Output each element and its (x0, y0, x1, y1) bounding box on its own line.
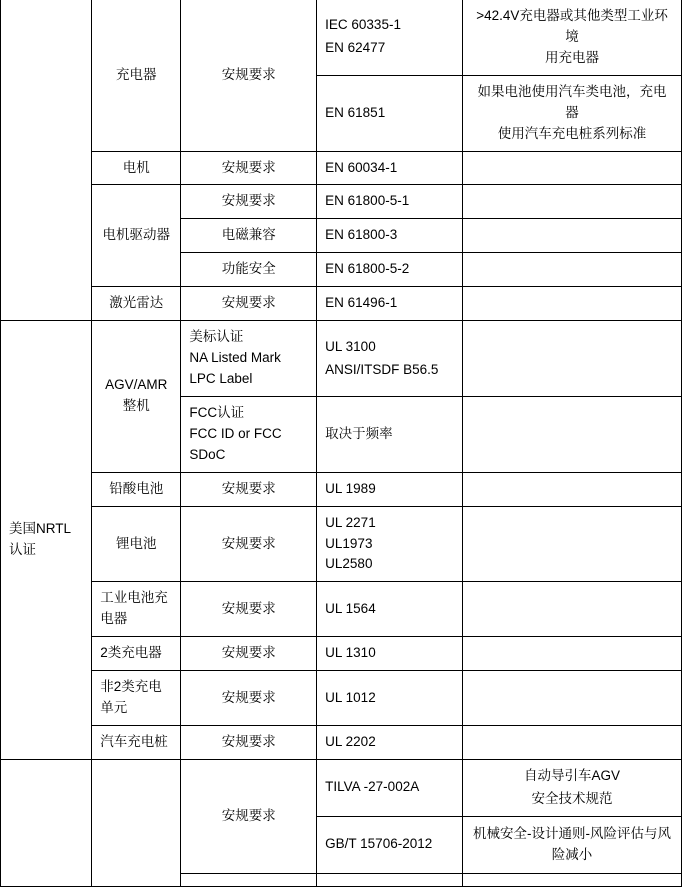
standard-cell (317, 321, 463, 397)
requirement-type-cell-empty (181, 873, 317, 886)
requirement-type-label: 安规要求 (221, 600, 276, 616)
requirement-type-label: 安规要求 (221, 535, 276, 551)
standard-line: EN 61800-5-1 (325, 193, 410, 209)
standard-line: IEC 60335-1 (325, 17, 401, 33)
item-label: AGV/AMR整机 (105, 377, 168, 414)
requirement-type-cell (181, 637, 317, 671)
requirement-type-cell (181, 759, 317, 873)
requirement-type-line: LPC Label (189, 370, 253, 386)
requirement-type-label: 安规要求 (221, 295, 276, 311)
table-row (1, 671, 682, 726)
note-cell (463, 816, 682, 873)
standard-cell (317, 472, 463, 506)
note-cell-empty (463, 287, 682, 321)
standard-line: 取决于频率 (325, 425, 393, 441)
standard-cell (317, 185, 463, 219)
note-line: >42.4V充电器或其他类型工业环境 (476, 8, 668, 44)
note-cell-empty (463, 396, 682, 472)
note-line: 险减小 (551, 846, 593, 862)
requirement-type-label: 安规要求 (221, 480, 276, 496)
region-cell (1, 321, 92, 760)
item-cell (92, 472, 181, 506)
requirement-type-cell (181, 219, 317, 253)
standard-cell (317, 396, 463, 472)
requirement-type-line: FCC ID or FCC SDoC (189, 425, 282, 462)
requirement-type-label: 功能安全 (221, 261, 276, 277)
standard-cell (317, 725, 463, 759)
region-cell-empty (1, 0, 92, 321)
requirement-type-cell (181, 396, 317, 472)
item-label: 电机 (122, 159, 150, 175)
requirement-type-line: NA Listed Mark (189, 350, 281, 366)
table-row (1, 151, 682, 185)
standard-line: EN 62477 (325, 40, 386, 56)
requirement-type-cell (181, 0, 317, 151)
table-row (1, 582, 682, 637)
table-row (1, 287, 682, 321)
note-line: 自动导引车AGV (524, 767, 621, 783)
requirement-type-line: 美标认证 (189, 329, 244, 345)
region-label: 美国NRTL认证 (9, 521, 72, 558)
note-cell-empty (463, 219, 682, 253)
standard-cell (317, 506, 463, 582)
item-label: 非2类充电单元 (100, 679, 162, 716)
standard-cell (317, 151, 463, 185)
item-label: 铅酸电池 (109, 480, 164, 496)
requirement-type-cell (181, 472, 317, 506)
note-cell-empty (463, 637, 682, 671)
standard-cell (317, 75, 463, 151)
note-line: 用充电器 (545, 49, 600, 65)
standard-cell (317, 582, 463, 637)
table-row (1, 0, 682, 75)
standard-cell (317, 253, 463, 287)
item-cell (92, 321, 181, 473)
note-cell-empty (463, 725, 682, 759)
note-cell-empty (463, 253, 682, 287)
item-cell (92, 637, 181, 671)
note-line: 如果电池使用汽车类电池，充电器 (477, 83, 667, 120)
standard-line: EN 61800-3 (325, 227, 398, 243)
standard-line: UL2580 (325, 556, 373, 572)
requirement-type-cell (181, 671, 317, 726)
standard-line: ANSI/ITSDF B56.5 (325, 361, 439, 377)
table-row (1, 506, 682, 582)
requirement-type-cell (181, 321, 317, 397)
table-row (1, 185, 682, 219)
region-cell-empty (1, 759, 92, 886)
note-cell-empty (463, 185, 682, 219)
standard-line: UL 1012 (325, 689, 376, 705)
requirement-type-label: 安规要求 (221, 66, 276, 82)
requirement-type-cell (181, 151, 317, 185)
note-cell-empty (463, 151, 682, 185)
standard-line: UL 1310 (325, 645, 376, 661)
requirement-type-cell (181, 506, 317, 582)
table-row (1, 725, 682, 759)
item-label: 充电器 (116, 66, 157, 82)
requirement-type-cell (181, 725, 317, 759)
note-cell (463, 75, 682, 151)
requirement-type-label: 安规要求 (221, 733, 276, 749)
item-cell (92, 151, 181, 185)
note-cell-empty (463, 582, 682, 637)
standard-cell (317, 219, 463, 253)
standard-line: UL 1564 (325, 600, 376, 616)
standard-cell (317, 671, 463, 726)
note-cell (463, 759, 682, 816)
standard-cell-empty (317, 873, 463, 886)
note-cell (463, 0, 682, 75)
item-cell (92, 287, 181, 321)
item-label: 汽车充电桩 (100, 733, 168, 749)
table-row (1, 759, 682, 816)
requirement-type-label: 安规要求 (221, 159, 276, 175)
standard-line: EN 61496-1 (325, 295, 398, 311)
requirement-type-cell (181, 582, 317, 637)
note-cell-empty (463, 873, 682, 886)
item-cell (92, 185, 181, 287)
requirement-type-line: FCC认证 (189, 404, 245, 420)
item-cell (92, 0, 181, 151)
item-label: 锂电池 (116, 535, 157, 551)
requirement-type-label: 安规要求 (221, 193, 276, 209)
requirement-type-cell (181, 253, 317, 287)
standard-line: UL 2271 (325, 514, 376, 530)
requirement-type-label: 安规要求 (221, 807, 276, 823)
requirement-type-cell (181, 287, 317, 321)
note-line: 安全技术规范 (531, 790, 613, 806)
table-row (1, 637, 682, 671)
note-cell-empty (463, 506, 682, 582)
standard-line: UL 3100 (325, 338, 376, 354)
item-cell (92, 582, 181, 637)
standard-line: EN 61851 (325, 104, 386, 120)
standard-cell (317, 0, 463, 75)
item-cell-empty (92, 759, 181, 886)
note-line: 使用汽车充电桩系列标准 (497, 125, 647, 141)
note-line: 机械安全-设计通则-风险评估与风 (473, 825, 672, 841)
requirement-type-label: 安规要求 (221, 645, 276, 661)
standard-line: GB/T 15706-2012 (325, 836, 433, 852)
standard-line: EN 60034-1 (325, 159, 398, 175)
item-cell (92, 671, 181, 726)
standard-line: UL1973 (325, 535, 373, 551)
standard-cell (317, 759, 463, 816)
standard-cell (317, 637, 463, 671)
standard-line: TILVA -27-002A (325, 779, 420, 795)
requirement-type-label: 安规要求 (221, 689, 276, 705)
requirement-type-cell (181, 185, 317, 219)
item-cell (92, 506, 181, 582)
note-cell-empty (463, 671, 682, 726)
item-label: 激光雷达 (109, 295, 164, 311)
item-label: 电机驱动器 (102, 227, 171, 243)
note-cell-empty (463, 321, 682, 397)
requirement-type-label: 电磁兼容 (221, 227, 276, 243)
table-row (1, 321, 682, 397)
item-label: 工业电池充电器 (100, 590, 168, 627)
item-label: 2类充电器 (100, 645, 162, 661)
note-cell-empty (463, 472, 682, 506)
standard-line: UL 2202 (325, 733, 376, 749)
table-row (1, 472, 682, 506)
standard-line: EN 61800-5-2 (325, 261, 410, 277)
standard-cell (317, 816, 463, 873)
item-cell (92, 725, 181, 759)
standard-line: UL 1989 (325, 480, 376, 496)
standard-cell (317, 287, 463, 321)
